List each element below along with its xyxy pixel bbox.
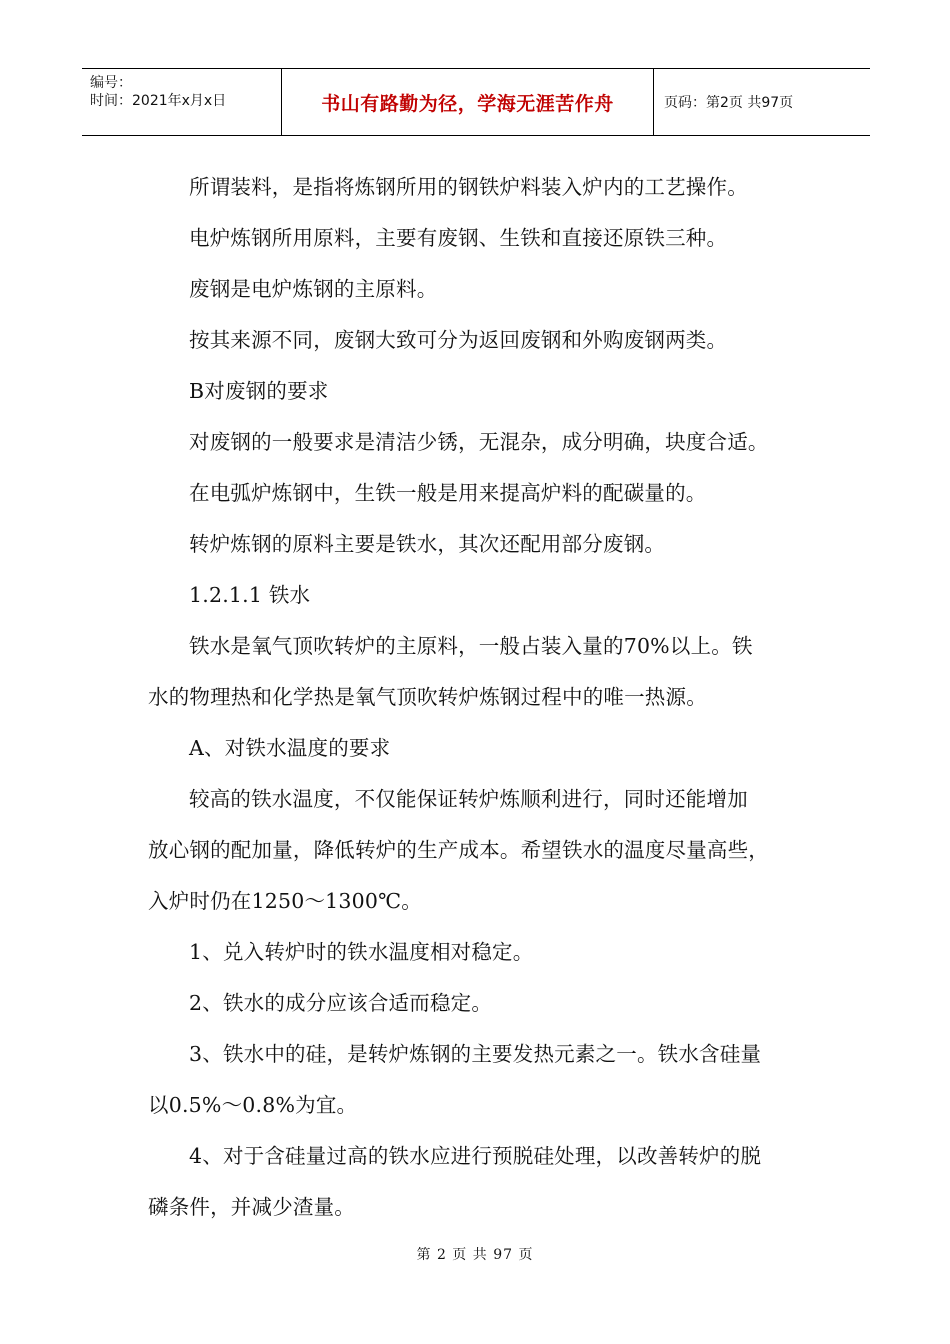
paragraph-line: 较高的铁水温度，不仅能保证转炉炼顺利进行，同时还能增加 <box>189 787 748 811</box>
page-info: 页码：第2页 共97页 <box>664 95 794 111</box>
paragraph-line: 所谓装料，是指将炼钢所用的钢铁炉料装入炉内的工艺操作。 <box>189 175 748 199</box>
list-item: 1、兑入转炉时的铁水温度相对稳定。 <box>189 940 534 964</box>
paragraph-line: 按其来源不同，废钢大致可分为返回废钢和外购废钢两类。 <box>189 328 728 352</box>
paragraph-line: 电炉炼钢所用原料，主要有废钢、生铁和直接还原铁三种。 <box>189 226 728 250</box>
paragraph-line: 对废钢的一般要求是清洁少锈，无混杂，成分明确，块度合适。 <box>189 430 769 454</box>
doc-number-label: 编号： <box>90 75 132 91</box>
paragraph-line: 入炉时仍在1250～1300℃。 <box>148 889 422 913</box>
page-footer: 第 2 页 共 97 页 <box>416 1247 534 1263</box>
list-item: 3、铁水中的硅，是转炉炼钢的主要发热元素之一。铁水含硅量 <box>189 1042 762 1066</box>
date-label: 时间：2021年x月x日 <box>90 93 227 109</box>
paragraph-line: 水的物理热和化学热是氧气顶吹转炉炼钢过程中的唯一热源。 <box>148 685 707 709</box>
section-heading: 1.2.1.1 铁水 <box>189 583 311 607</box>
paragraph-line: 铁水是氧气顶吹转炉的主原料，一般占装入量的70%以上。铁 <box>189 634 753 658</box>
header-table <box>82 68 870 136</box>
header-motto-cell <box>282 69 654 135</box>
section-heading: A、对铁水温度的要求 <box>189 736 391 760</box>
list-item: 磷条件，并减少渣量。 <box>148 1195 355 1219</box>
list-item: 4、对于含硅量过高的铁水应进行预脱硅处理，以改善转炉的脱 <box>189 1144 762 1168</box>
paragraph-line: 放心钢的配加量，降低转炉的生产成本。希望铁水的温度尽量高些， <box>148 838 769 862</box>
motto-text: 书山有路勤为径，学海无涯苦作舟 <box>321 92 614 115</box>
header-meta-cell <box>82 69 282 135</box>
paragraph-line: 在电弧炉炼钢中，生铁一般是用来提高炉料的配碳量的。 <box>189 481 707 505</box>
section-heading: B对废钢的要求 <box>189 379 329 403</box>
header-page-cell <box>654 69 870 135</box>
paragraph-line: 转炉炼钢的原料主要是铁水，其次还配用部分废钢。 <box>189 532 666 556</box>
document-body <box>148 162 813 1233</box>
list-item: 2、铁水的成分应该合适而稳定。 <box>189 991 493 1015</box>
list-item: 以0.5%～0.8%为宜。 <box>148 1093 358 1117</box>
paragraph-line: 废钢是电炉炼钢的主原料。 <box>189 277 438 301</box>
